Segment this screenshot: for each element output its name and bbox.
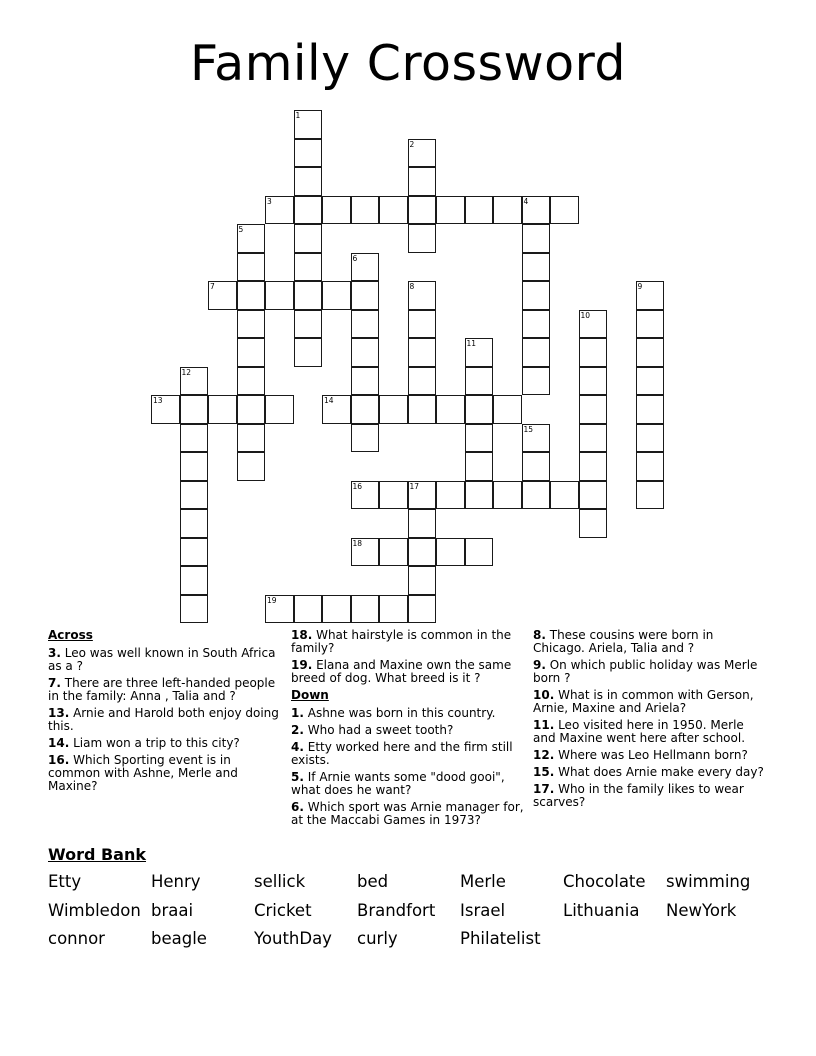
grid-cell[interactable] bbox=[180, 566, 209, 595]
grid-cell[interactable] bbox=[579, 481, 608, 510]
clue-down-1 bbox=[291, 707, 527, 720]
grid-cell[interactable] bbox=[351, 481, 380, 510]
word-bank-item: bed bbox=[357, 872, 389, 891]
grid-cell[interactable] bbox=[436, 538, 465, 567]
cell-number: 7 bbox=[210, 282, 215, 291]
word-bank-item: Henry bbox=[151, 872, 201, 891]
grid-cell[interactable] bbox=[522, 310, 551, 339]
grid-cell[interactable] bbox=[408, 196, 437, 225]
grid-cell[interactable] bbox=[579, 452, 608, 481]
grid-cell[interactable] bbox=[579, 310, 608, 339]
word-bank-item: Merle bbox=[460, 872, 506, 891]
grid-cell[interactable] bbox=[351, 253, 380, 282]
grid-cell[interactable] bbox=[351, 595, 380, 624]
clue-down-2 bbox=[291, 724, 527, 737]
grid-cell[interactable] bbox=[408, 139, 437, 168]
clue-text: On which public holiday was Merle born ? bbox=[533, 658, 758, 685]
cell-number: 4 bbox=[523, 196, 529, 206]
cell-number: 19 bbox=[267, 595, 277, 605]
grid-cell[interactable] bbox=[522, 367, 551, 396]
word-bank-item: Etty bbox=[48, 872, 82, 891]
grid-cell[interactable] bbox=[180, 367, 209, 396]
clue-text: Who in the family likes to wear scarves? bbox=[533, 782, 744, 809]
cell-number: 13 bbox=[153, 396, 163, 405]
clue-across-14 bbox=[48, 737, 286, 750]
cell-number: 11 bbox=[466, 339, 477, 348]
grid-cell[interactable] bbox=[237, 253, 266, 282]
grid-cell[interactable] bbox=[294, 338, 323, 367]
clue-number: 6. bbox=[291, 800, 304, 814]
cell-number: 9 bbox=[637, 282, 643, 291]
clue-down-15 bbox=[533, 766, 769, 779]
grid-cell[interactable] bbox=[180, 538, 209, 567]
clue-across-3 bbox=[48, 647, 286, 673]
grid-cell[interactable] bbox=[180, 452, 209, 481]
grid-cell[interactable] bbox=[322, 281, 351, 310]
grid-cell[interactable] bbox=[465, 338, 494, 367]
grid-cell[interactable] bbox=[379, 481, 408, 510]
clue-down-9 bbox=[533, 659, 769, 685]
down-heading: Down bbox=[291, 688, 329, 702]
word-bank-item: Philatelist bbox=[460, 929, 541, 948]
grid-cell[interactable] bbox=[408, 338, 437, 367]
grid-cell[interactable] bbox=[436, 395, 465, 424]
clues-column-3 bbox=[533, 629, 769, 813]
cell-number: 8 bbox=[409, 282, 415, 291]
clue-text: Leo visited here in 1950. Merle and Maxine went here after school. bbox=[533, 718, 746, 745]
grid-cell[interactable] bbox=[237, 424, 266, 453]
grid-cell[interactable] bbox=[579, 367, 608, 396]
grid-cell[interactable] bbox=[636, 281, 665, 310]
clue-number: 18. bbox=[291, 628, 313, 642]
clue-down-6 bbox=[291, 801, 527, 827]
cell-number: 3 bbox=[267, 196, 272, 206]
grid-cell[interactable] bbox=[465, 367, 494, 396]
clue-across-13 bbox=[48, 707, 286, 733]
grid-cell[interactable] bbox=[408, 224, 437, 253]
cell-number: 18 bbox=[352, 538, 363, 548]
grid-cell[interactable] bbox=[522, 338, 551, 367]
grid-cell[interactable] bbox=[208, 395, 237, 424]
clue-number: 14. bbox=[48, 736, 70, 750]
word-bank-item: Cricket bbox=[254, 900, 312, 920]
clue-number: 13. bbox=[48, 706, 70, 720]
clue-text: Elana and Maxine own the same breed of dog. What breed is it ? bbox=[291, 658, 512, 685]
grid-cell[interactable] bbox=[465, 538, 494, 567]
grid-cell[interactable] bbox=[465, 481, 494, 510]
clues-column-2 bbox=[291, 629, 527, 831]
word-bank-item: YouthDay bbox=[254, 929, 332, 948]
word-bank-item: beagle bbox=[151, 929, 207, 948]
grid-cell[interactable] bbox=[180, 509, 209, 538]
clue-number: 4. bbox=[291, 740, 304, 754]
grid-cell[interactable] bbox=[408, 509, 437, 538]
grid-cell[interactable] bbox=[408, 566, 437, 595]
clue-across-19 bbox=[291, 659, 527, 685]
clue-text: There are three left-handed people in the family: Anna , Talia and ? bbox=[48, 676, 276, 703]
grid-cell[interactable] bbox=[294, 253, 323, 282]
grid-cell[interactable] bbox=[180, 481, 209, 510]
clue-text: What does Arnie make every day? bbox=[554, 765, 764, 779]
grid-cell[interactable] bbox=[408, 395, 437, 424]
grid-cell[interactable] bbox=[351, 424, 380, 453]
clues-column-1 bbox=[48, 629, 286, 797]
grid-cell[interactable] bbox=[579, 509, 608, 538]
clue-down-8 bbox=[533, 629, 769, 655]
grid-cell[interactable] bbox=[322, 395, 351, 424]
word-bank-item: Lithuania bbox=[563, 900, 640, 920]
cell-number: 1 bbox=[295, 111, 301, 120]
grid-cell[interactable] bbox=[237, 395, 266, 424]
grid-cell[interactable] bbox=[408, 367, 437, 396]
clue-number: 5. bbox=[291, 770, 304, 784]
grid-cell[interactable] bbox=[265, 595, 294, 624]
grid-cell[interactable] bbox=[294, 196, 323, 225]
clue-number: 9. bbox=[533, 658, 546, 672]
grid-cell[interactable] bbox=[522, 196, 551, 225]
clue-text: Liam won a trip to this city? bbox=[69, 736, 240, 750]
grid-cell[interactable] bbox=[294, 310, 323, 339]
grid-cell[interactable] bbox=[636, 481, 665, 510]
crossword-grid bbox=[151, 110, 665, 624]
word-bank-title: Word Bank bbox=[48, 845, 147, 864]
across-heading: Across bbox=[48, 628, 93, 642]
clue-number: 7. bbox=[48, 676, 61, 690]
clue-text: Etty worked here and the firm still exists. bbox=[291, 740, 513, 767]
grid-cell[interactable] bbox=[265, 395, 294, 424]
grid-cell[interactable] bbox=[237, 224, 266, 253]
grid-cell[interactable] bbox=[493, 196, 522, 225]
grid-cell[interactable] bbox=[579, 338, 608, 367]
grid-cell[interactable] bbox=[465, 452, 494, 481]
grid-cell[interactable] bbox=[408, 481, 437, 510]
grid-cell[interactable] bbox=[636, 310, 665, 339]
grid-cell[interactable] bbox=[294, 110, 323, 139]
clue-text: If Arnie wants some "dood gooi", what does he want? bbox=[291, 770, 505, 797]
clue-text: Where was Leo Hellmann born? bbox=[554, 748, 748, 762]
grid-cell[interactable] bbox=[379, 538, 408, 567]
grid-cell[interactable] bbox=[436, 481, 465, 510]
clue-across-18 bbox=[291, 629, 527, 655]
clue-down-4 bbox=[291, 741, 527, 767]
grid-cell[interactable] bbox=[379, 395, 408, 424]
grid-cell[interactable] bbox=[493, 395, 522, 424]
grid-cell[interactable] bbox=[522, 424, 551, 453]
grid-cell[interactable] bbox=[436, 196, 465, 225]
grid-cell[interactable] bbox=[351, 310, 380, 339]
clue-text: Who had a sweet tooth? bbox=[303, 723, 454, 737]
clue-text: Leo was well known in South Africa as a ? bbox=[48, 646, 276, 673]
grid-cell[interactable] bbox=[294, 595, 323, 624]
grid-cell[interactable] bbox=[408, 167, 437, 196]
grid-cell[interactable] bbox=[522, 281, 551, 310]
clue-number: 19. bbox=[291, 658, 313, 672]
grid-cell[interactable] bbox=[351, 538, 380, 567]
grid-cell[interactable] bbox=[294, 224, 323, 253]
clue-down-10 bbox=[533, 689, 769, 715]
grid-cell[interactable] bbox=[636, 424, 665, 453]
grid-cell[interactable] bbox=[322, 196, 351, 225]
grid-cell[interactable] bbox=[265, 281, 294, 310]
word-bank-item: sellick bbox=[254, 872, 306, 891]
grid-cell[interactable] bbox=[465, 395, 494, 424]
grid-cell[interactable] bbox=[522, 224, 551, 253]
cell-number: 5 bbox=[238, 225, 244, 234]
grid-cell[interactable] bbox=[408, 538, 437, 567]
grid-cell[interactable] bbox=[208, 281, 237, 310]
clue-text: What hairstyle is common in the family? bbox=[291, 628, 512, 655]
cell-number: 17 bbox=[409, 481, 420, 491]
word-bank-item: Brandfort bbox=[357, 900, 436, 920]
grid-cell[interactable] bbox=[294, 167, 323, 196]
grid-cell[interactable] bbox=[379, 595, 408, 624]
word-bank-item: Chocolate bbox=[563, 872, 646, 891]
cell-number: 2 bbox=[409, 139, 415, 149]
clue-down-17 bbox=[533, 783, 769, 809]
grid-cell[interactable] bbox=[408, 595, 437, 624]
clue-number: 15. bbox=[533, 765, 555, 779]
grid-cell[interactable] bbox=[550, 481, 579, 510]
grid-cell[interactable] bbox=[522, 253, 551, 282]
grid-cell[interactable] bbox=[180, 595, 209, 624]
clue-text: Which sport was Arnie manager for, at the Maccabi Games in 1973? bbox=[291, 800, 524, 827]
grid-cell[interactable] bbox=[351, 281, 380, 310]
grid-cell[interactable] bbox=[237, 281, 266, 310]
grid-cell[interactable] bbox=[351, 196, 380, 225]
grid-cell[interactable] bbox=[351, 395, 380, 424]
grid-cell[interactable] bbox=[351, 338, 380, 367]
clue-number: 16. bbox=[48, 753, 70, 767]
grid-cell[interactable] bbox=[237, 338, 266, 367]
grid-cell[interactable] bbox=[522, 481, 551, 510]
grid-cell[interactable] bbox=[180, 424, 209, 453]
grid-cell[interactable] bbox=[408, 310, 437, 339]
cell-number: 10 bbox=[580, 310, 591, 320]
grid-cell[interactable] bbox=[579, 395, 608, 424]
word-bank-item: swimming bbox=[666, 872, 751, 891]
grid-cell[interactable] bbox=[294, 139, 323, 168]
clue-down-11 bbox=[533, 719, 769, 745]
clue-text: Arnie and Harold both enjoy doing this. bbox=[48, 706, 279, 733]
clue-number: 17. bbox=[533, 782, 555, 796]
word-bank-item: connor bbox=[48, 929, 105, 948]
grid-cell[interactable] bbox=[351, 367, 380, 396]
word-bank-item: NewYork bbox=[666, 900, 737, 920]
clue-across-16 bbox=[48, 754, 286, 793]
clue-text: What is in common with Gerson, Arnie, Maxine and Ariela? bbox=[533, 688, 754, 715]
grid-cell[interactable] bbox=[237, 367, 266, 396]
grid-cell[interactable] bbox=[408, 281, 437, 310]
grid-cell[interactable] bbox=[579, 424, 608, 453]
grid-cell[interactable] bbox=[237, 310, 266, 339]
grid-cell[interactable] bbox=[237, 452, 266, 481]
clue-number: 10. bbox=[533, 688, 555, 702]
grid-cell[interactable] bbox=[550, 196, 579, 225]
grid-cell[interactable] bbox=[180, 395, 209, 424]
grid-cell[interactable] bbox=[636, 367, 665, 396]
cell-number: 15 bbox=[523, 424, 534, 434]
word-bank-item: Israel bbox=[460, 900, 506, 920]
grid-cell[interactable] bbox=[493, 481, 522, 510]
grid-cell[interactable] bbox=[265, 196, 294, 225]
cell-number: 16 bbox=[352, 481, 363, 491]
clue-down-12 bbox=[533, 749, 769, 762]
cell-number: 12 bbox=[181, 367, 192, 377]
clue-number: 8. bbox=[533, 628, 546, 642]
grid-cell[interactable] bbox=[465, 196, 494, 225]
page-title: Family Crossword bbox=[189, 35, 626, 92]
clue-number: 11. bbox=[533, 718, 555, 732]
word-bank-item: curly bbox=[357, 929, 398, 948]
clue-number: 3. bbox=[48, 646, 61, 660]
clue-number: 1. bbox=[291, 706, 304, 720]
clue-number: 12. bbox=[533, 748, 555, 762]
word-bank-item: Wimbledon bbox=[48, 900, 141, 920]
grid-cell[interactable] bbox=[379, 196, 408, 225]
word-bank-item: braai bbox=[151, 900, 194, 920]
clue-across-7 bbox=[48, 677, 286, 703]
grid-cell[interactable] bbox=[151, 395, 180, 424]
clue-down-5 bbox=[291, 771, 527, 797]
grid-cell[interactable] bbox=[636, 338, 665, 367]
grid-cell[interactable] bbox=[636, 452, 665, 481]
clue-number: 2. bbox=[291, 723, 304, 737]
cell-number: 6 bbox=[352, 253, 358, 263]
clue-text: These cousins were born in Chicago. Ariela, Talia and ? bbox=[533, 628, 714, 655]
grid-cell[interactable] bbox=[322, 595, 351, 624]
clue-text: Which Sporting event is in common with Ashne, Merle and Maxine? bbox=[48, 753, 238, 793]
grid-cell[interactable] bbox=[636, 395, 665, 424]
clue-text: Ashne was born in this country. bbox=[303, 706, 496, 720]
grid-cell[interactable] bbox=[522, 452, 551, 481]
grid-cell[interactable] bbox=[465, 424, 494, 453]
cell-number: 14 bbox=[324, 396, 334, 405]
grid-cell[interactable] bbox=[294, 281, 323, 310]
